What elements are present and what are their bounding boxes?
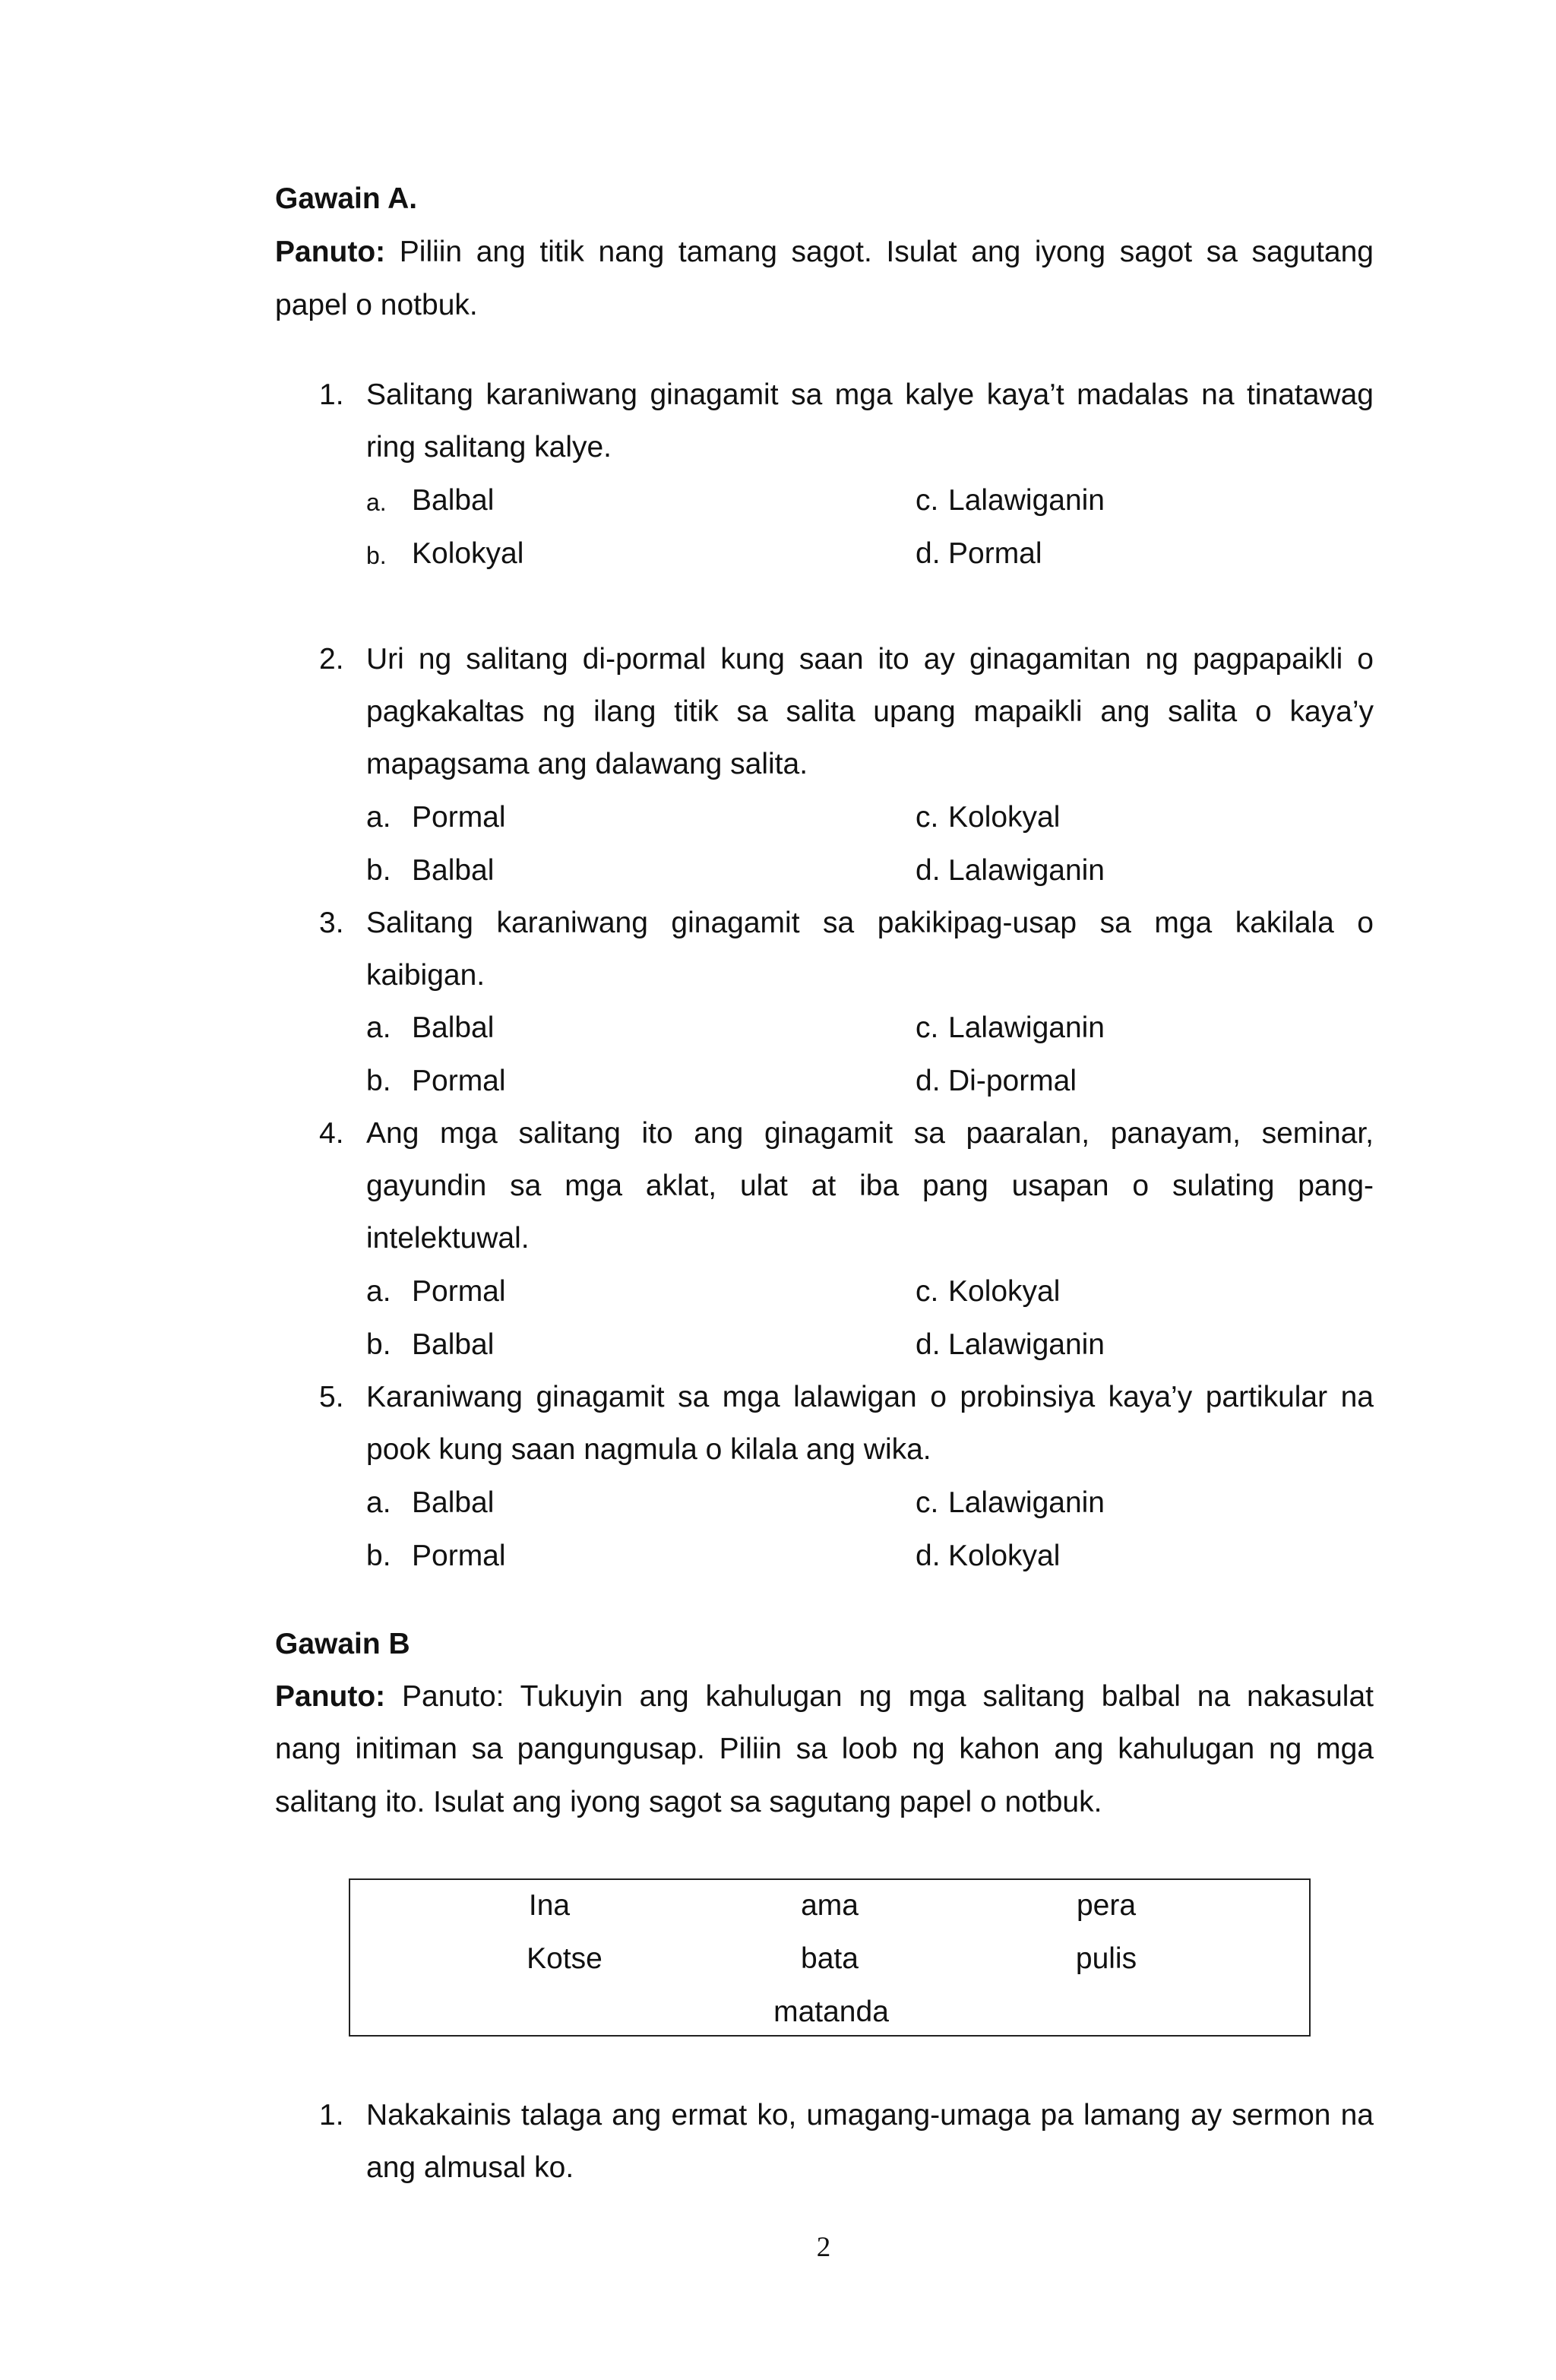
option-letter: b.: [366, 542, 387, 569]
gawain-b-item-1-line1: Nakakainis talaga ang ermat ko, umagang-umaga pa lamang ay sermon na: [366, 2099, 1374, 2132]
question-4-number: 4.: [319, 1117, 344, 1150]
gawain-a-panuto-line1: [275, 236, 1374, 269]
gawain-a-title: Gawain A.: [275, 182, 418, 215]
question-3-number: 3.: [319, 907, 344, 939]
option-text: Balbal: [412, 1328, 495, 1361]
option-text: Lalawiganin: [948, 1328, 1105, 1361]
option-letter: b.: [366, 1540, 391, 1572]
gawain-a-panuto-line2: papel o notbuk.: [275, 289, 478, 321]
question-1-line: ring salitang kalye.: [366, 431, 612, 464]
question-2-line: Uri ng salitang di-pormal kung saan ito ay ginagamitan ng pagpapaikli o: [366, 643, 1374, 676]
panuto-text: Piliin ang titik nang tamang sagot. Isulat ang iyong sagot sa sagutang: [399, 236, 1374, 268]
option-letter: c.: [916, 1275, 939, 1308]
option-text: Lalawiganin: [948, 854, 1105, 887]
option-letter: c.: [916, 801, 939, 834]
option-letter: b.: [366, 1065, 391, 1097]
gawain-b-title: Gawain B: [275, 1628, 410, 1660]
option-text: Pormal: [412, 1540, 506, 1572]
gawain-b-item-1-line2: ang almusal ko.: [366, 2151, 574, 2184]
option-text: Balbal: [412, 1486, 495, 1519]
option-letter: a.: [366, 489, 387, 516]
box-word: Ina: [528, 1889, 571, 1922]
panuto-text: Panuto: Tukuyin ang kahulugan ng mga salitang balbal na nakasulat: [402, 1680, 1374, 1713]
question-5-number: 5.: [319, 1381, 344, 1413]
option-letter: c.: [916, 1486, 939, 1519]
option-text: Lalawiganin: [948, 484, 1105, 517]
option-letter: a.: [366, 801, 391, 834]
option-letter: a.: [366, 1486, 391, 1519]
option-letter: c.: [916, 484, 939, 517]
option-text: Lalawiganin: [948, 1486, 1105, 1519]
question-4-line: intelektuwal.: [366, 1222, 530, 1255]
option-text: Pormal: [412, 1065, 506, 1097]
box-word: bata: [801, 1942, 859, 1975]
page-number: 2: [816, 2232, 831, 2263]
box-word: pulis: [1075, 1942, 1137, 1975]
question-3-line: kaibigan.: [366, 959, 485, 992]
box-word: Kotse: [527, 1942, 602, 1975]
question-1-line: Salitang karaniwang ginagamit sa mga kalye kaya’t madalas na tinatawag: [366, 378, 1374, 411]
question-1-number: 1.: [319, 378, 344, 411]
option-letter: d.: [916, 537, 941, 570]
box-word: pera: [1076, 1889, 1137, 1922]
question-2-line: mapagsama ang dalawang salita.: [366, 748, 808, 780]
option-text: Lalawiganin: [948, 1011, 1105, 1044]
question-4-line: gayundin sa mga aklat, ulat at iba pang usapan o sulating pang-: [366, 1169, 1374, 1202]
box-word: matanda: [773, 1995, 889, 2028]
option-text: Di-pormal: [948, 1065, 1077, 1097]
option-text: Pormal: [948, 537, 1042, 570]
box-word: ama: [801, 1889, 859, 1922]
option-letter: d.: [916, 1065, 941, 1097]
option-text: Kolokyal: [412, 537, 524, 570]
option-text: Balbal: [412, 1011, 495, 1044]
option-letter: a.: [366, 1275, 391, 1308]
option-letter: b.: [366, 854, 391, 887]
option-text: Pormal: [412, 801, 506, 834]
question-5-line: Karaniwang ginagamit sa mga lalawigan o probinsiya kaya’y partikular na: [366, 1381, 1374, 1413]
question-5-line: pook kung saan nagmula o kilala ang wika.: [366, 1433, 931, 1466]
gawain-b-item-1-number: 1.: [319, 2099, 344, 2132]
question-4-line: Ang mga salitang ito ang ginagamit sa paaralan, panayam, seminar,: [366, 1117, 1374, 1150]
question-3-line: Salitang karaniwang ginagamit sa pakikipag-usap sa mga kakilala o: [366, 907, 1374, 939]
option-letter: d.: [916, 854, 941, 887]
question-2-line: pagkakaltas ng ilang titik sa salita upang mapaikli ang salita o kaya’y: [366, 695, 1374, 728]
gawain-b-panuto-line3: salitang ito. Isulat ang iyong sagot sa sagutang papel o notbuk.: [275, 1786, 1102, 1818]
option-text: Kolokyal: [948, 1275, 1061, 1308]
option-letter: d.: [916, 1540, 941, 1572]
option-letter: d.: [916, 1328, 941, 1361]
option-text: Kolokyal: [948, 801, 1061, 834]
panuto-label: Panuto:: [275, 1680, 386, 1713]
option-letter: a.: [366, 1011, 391, 1044]
option-text: Balbal: [412, 484, 495, 517]
question-2-number: 2.: [319, 643, 344, 676]
word-choices-box: [349, 1878, 1311, 2037]
option-text: Pormal: [412, 1275, 506, 1308]
option-text: Kolokyal: [948, 1540, 1061, 1572]
gawain-b-panuto-line1: [275, 1680, 1374, 1714]
option-text: Balbal: [412, 854, 495, 887]
panuto-label: Panuto:: [275, 236, 386, 268]
option-letter: c.: [916, 1011, 939, 1044]
option-letter: b.: [366, 1328, 391, 1361]
gawain-b-panuto-line2: nang initiman sa pangungusap. Piliin sa loob ng kahon ang kahulugan ng mga: [275, 1733, 1374, 1765]
